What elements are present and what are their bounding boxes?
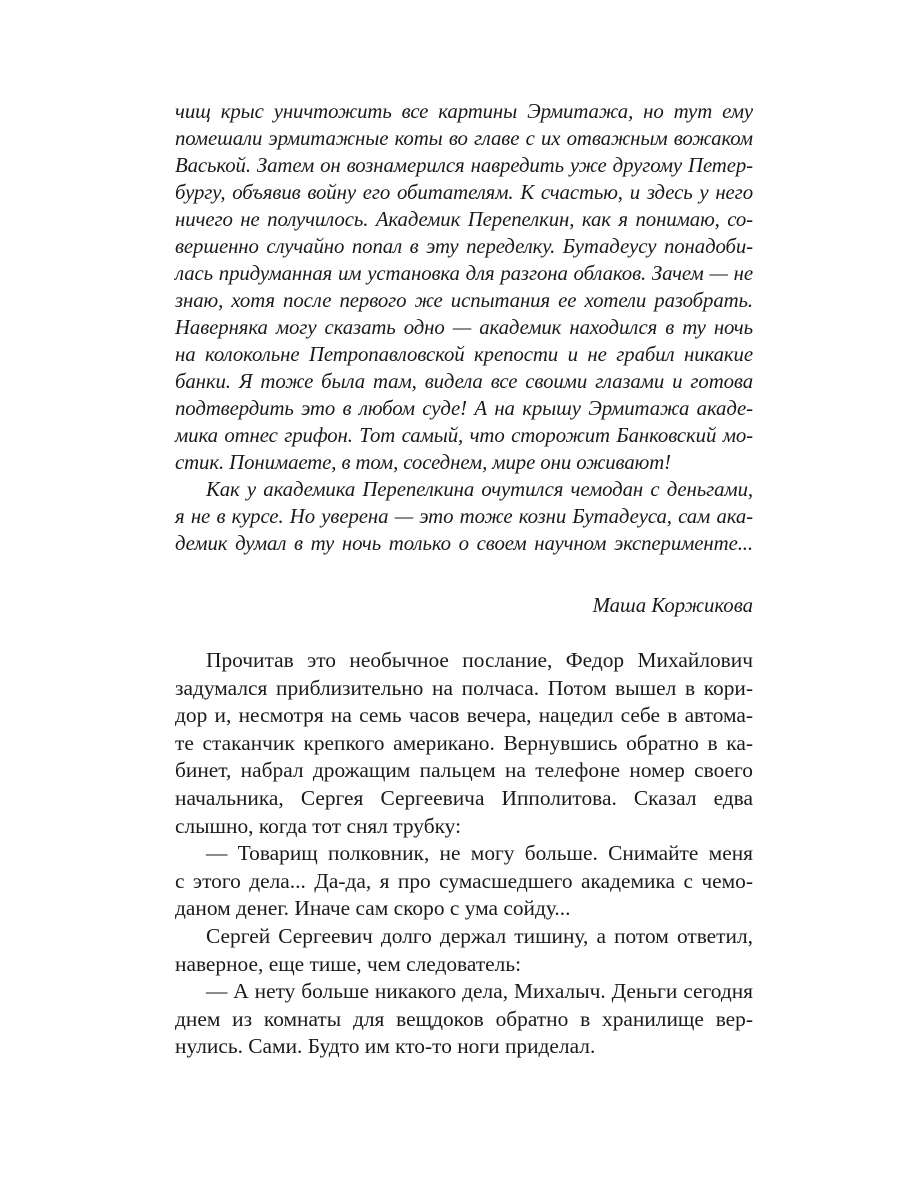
narrative-line: с этого дела... Да-да, я про сумасшедшего академика с чемо-	[175, 868, 753, 893]
narrative-line: наверное, еще тише, чем следователь:	[175, 951, 522, 976]
letter-line: вершенно случайно попал в эту переделку. Бутадеусу понадоби-	[175, 235, 753, 258]
narrative-text	[175, 647, 753, 1061]
letter-line: ничего не получилось. Академик Перепелкин, как я понимаю, со-	[175, 208, 753, 231]
letter-line: знаю, хотя после первого же испытания ее хотели разобрать.	[175, 289, 753, 312]
narrative-line: Сергей Сергеевич долго держал тишину, а потом ответил,	[206, 923, 753, 948]
narrative-line: те стаканчик крепкого американо. Вернувшись обратно в ка-	[175, 730, 753, 755]
narrative-line: — А нету больше никакого дела, Михалыч. Деньги сегодня	[206, 979, 753, 1004]
narrative-line: Прочитав это необычное послание, Федор Михайлович	[206, 648, 753, 672]
narrative-line: дор и, несмотря на семь часов вечера, нацедил себе в автома-	[175, 703, 753, 728]
letter-line: мика отнес грифон. Тот самый, что сторожит Банковский мо-	[175, 424, 753, 447]
letter-line: банки. Я тоже была там, видела все своими глазами и готова	[175, 370, 753, 393]
letter-line: Васькой. Затем он вознамерился навредить уже другому Петер-	[175, 154, 753, 177]
letter-line: чищ крыс уничтожить все картины Эрмитажа, но тут ему	[175, 100, 753, 123]
letter-text	[175, 98, 753, 557]
narrative-line: — Товарищ полковник, не могу больше. Снимайте меня	[206, 841, 753, 866]
letter-line: помешали эрмитажные коты во главе с их отважным вожаком	[175, 127, 753, 150]
narrative-line: бинет, набрал дрожащим пальцем на телефоне номер своего	[175, 758, 753, 783]
narrative-line: даном денег. Иначе сам скоро с ума сойду...	[175, 896, 571, 921]
letter-line: бургу, объявив войну его обитателям. К счастью, и здесь у него	[175, 181, 753, 204]
letter-line: на колокольне Петропавловской крепости и не грабил никакие	[175, 343, 753, 366]
letter-line: демик думал в ту ночь только о своем научном эксперименте...	[175, 532, 753, 555]
letter-line: стик. Понимаете, в том, соседнем, мире они оживают!	[175, 451, 671, 474]
narrative-line: задумался приблизительно на полчаса. Потом вышел в кори-	[175, 675, 753, 700]
letter-signature: Маша Коржикова	[592, 594, 753, 617]
letter-line: я не в курсе. Но уверена — это тоже козни Бутадеуса, сам ака-	[175, 505, 753, 528]
narrative-line: слышно, когда тот снял трубку:	[175, 813, 462, 838]
letter-line: подтвердить это в любом суде! А на крышу Эрмитажа акаде-	[175, 397, 753, 420]
letter-line: лась придуманная им установка для разгона облаков. Зачем — не	[175, 262, 753, 285]
narrative-line: нулись. Сами. Будто им кто-то ноги приделал.	[175, 1034, 596, 1059]
letter-line: Как у академика Перепелкина очутился чемодан с деньгами,	[206, 478, 753, 501]
narrative-line: днем из комнаты для вещдоков обратно в хранилище вер-	[175, 1006, 753, 1031]
letter-line: Наверняка могу сказать одно — академик находился в ту ночь	[175, 316, 753, 339]
narrative-line: начальника, Сергея Сергеевича Ипполитова. Сказал едва	[175, 785, 753, 810]
